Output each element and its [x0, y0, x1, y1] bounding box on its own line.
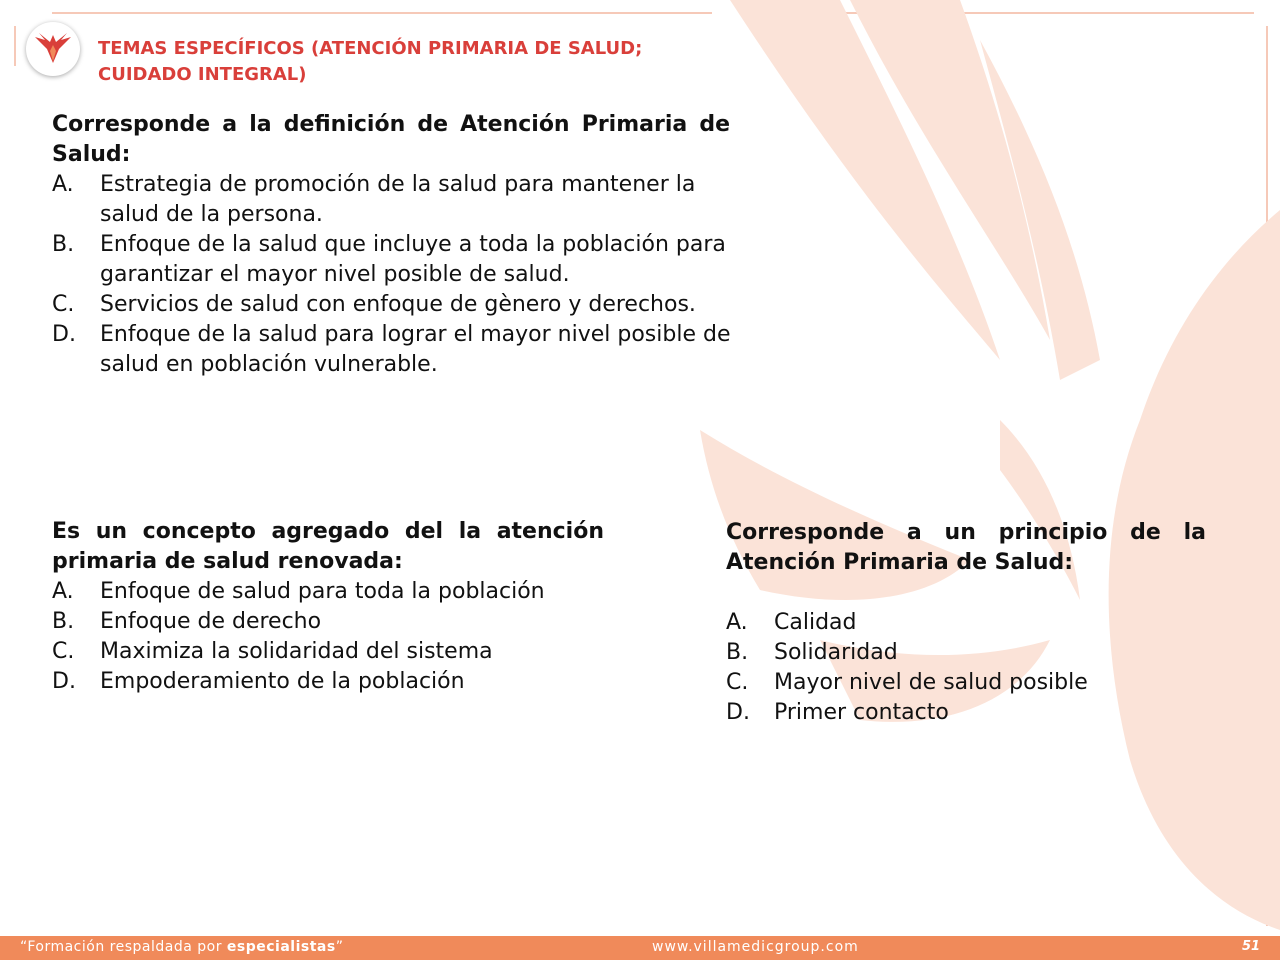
question-title: Corresponde a la definición de Atención Primaria de Salud:: [52, 112, 730, 167]
option-letter: A.: [52, 579, 74, 604]
option-letter: C.: [726, 670, 749, 695]
option-c: [726, 668, 1226, 698]
option-c: [52, 290, 732, 320]
option-a: [52, 170, 732, 230]
option-list: [726, 608, 1226, 728]
option-letter: A.: [52, 172, 74, 197]
option-text: Enfoque de derecho: [100, 609, 322, 634]
phoenix-watermark-icon: [700, 0, 1280, 930]
option-text: Servicios de salud con enfoque de gènero y derechos.: [100, 292, 696, 317]
option-text: Estrategia de promoción de la salud para mantener la salud de la persona.: [100, 172, 696, 227]
option-b: [52, 607, 612, 637]
option-text: Enfoque de salud para toda la población: [100, 579, 545, 604]
question-title: Corresponde a un principio de la Atención Primaria de Salud:: [726, 520, 1206, 575]
option-text: Empoderamiento de la población: [100, 669, 465, 694]
option-text: Enfoque de la salud para lograr el mayor nivel posible de salud en población vulnerable.: [100, 322, 731, 377]
option-text: Solidaridad: [774, 640, 898, 665]
option-text: Mayor nivel de salud posible: [774, 670, 1088, 695]
option-c: [52, 637, 612, 667]
option-text: Maximiza la solidaridad del sistema: [100, 639, 493, 664]
question-1: [52, 110, 732, 380]
frame-line-top-left: [52, 12, 712, 14]
option-letter: A.: [726, 610, 748, 635]
page-number: 51: [1242, 939, 1261, 954]
option-d: [726, 698, 1226, 728]
option-b: [726, 638, 1226, 668]
spacer: [726, 578, 1226, 608]
option-text: Calidad: [774, 610, 857, 635]
option-letter: B.: [52, 609, 75, 634]
option-letter: D.: [52, 669, 76, 694]
footer-bar: [0, 936, 1280, 960]
option-letter: D.: [52, 322, 76, 347]
option-b: [52, 230, 732, 290]
logo: [26, 22, 80, 76]
option-a: [52, 577, 612, 607]
page-title-line-1: TEMAS ESPECÍFICOS (ATENCIÓN PRIMARIA DE SALUD;: [98, 38, 643, 59]
option-letter: D.: [726, 700, 750, 725]
question-2: [52, 517, 612, 697]
footer-slogan-bold: especialistas: [226, 939, 336, 955]
question-title: Es un concepto agregado del la atención primaria de salud renovada:: [52, 519, 604, 574]
option-list: [52, 170, 732, 380]
footer-slogan: [20, 939, 343, 955]
option-letter: C.: [52, 639, 75, 664]
page-title-line-2: CUIDADO INTEGRAL): [98, 64, 307, 85]
question-3: [726, 518, 1226, 728]
option-d: [52, 667, 612, 697]
frame-line-left: [14, 26, 16, 66]
footer-url: www.villamedicgroup.com: [652, 939, 859, 955]
option-letter: B.: [52, 232, 75, 257]
option-list: [52, 577, 612, 697]
footer-slogan-suffix: ”: [335, 939, 344, 955]
option-d: [52, 320, 732, 380]
footer-slogan-prefix: “Formación respaldada por: [20, 939, 227, 955]
option-text: Enfoque de la salud que incluye a toda la población para garantizar el mayor nivel posible de salud.: [100, 232, 726, 287]
phoenix-logo-icon: [33, 31, 73, 67]
option-text: Primer contacto: [774, 700, 949, 725]
option-letter: C.: [52, 292, 75, 317]
option-letter: B.: [726, 640, 749, 665]
page-title: [98, 36, 698, 88]
option-a: [726, 608, 1226, 638]
